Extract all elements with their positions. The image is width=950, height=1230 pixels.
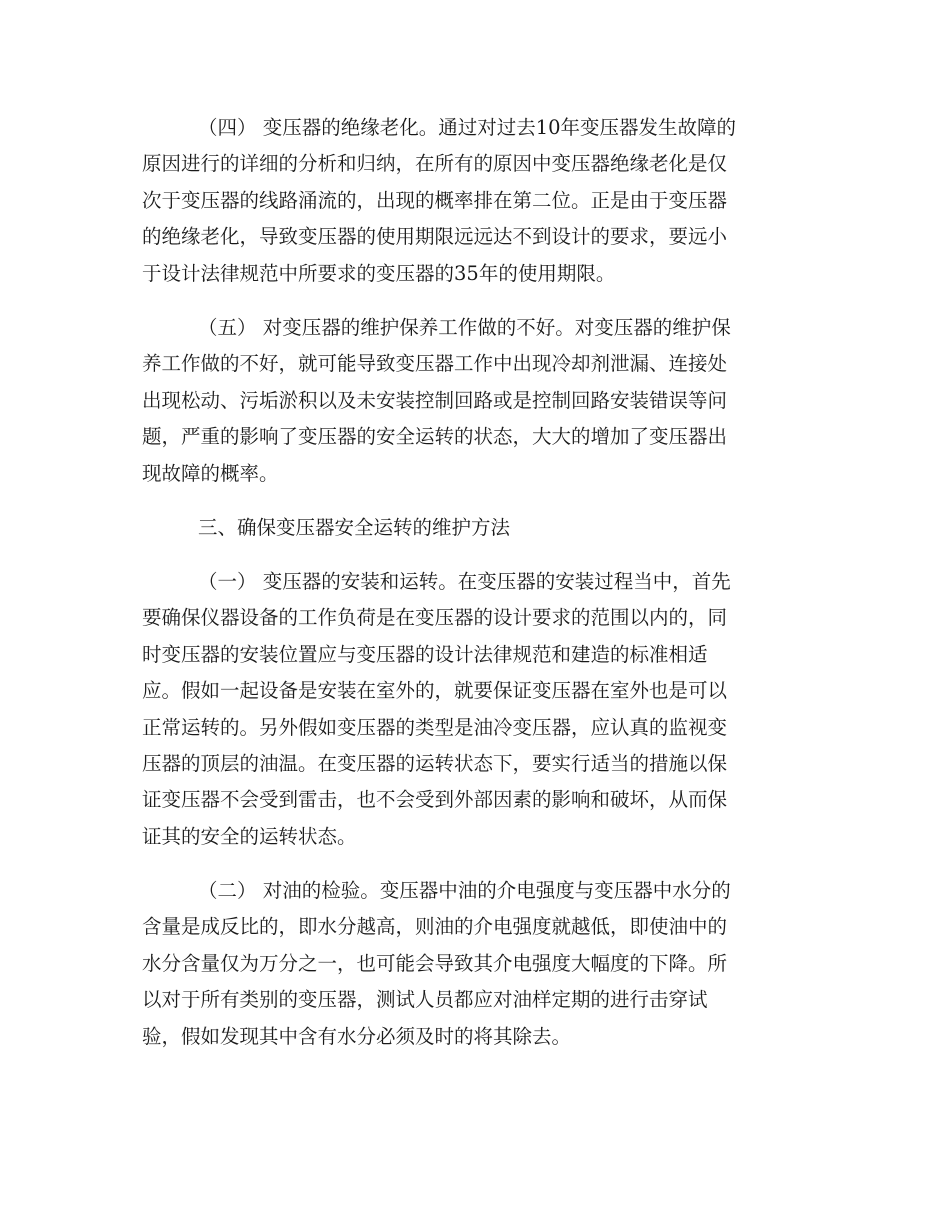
- text-line: 题，严重的影响了变压器的安全运转的状态，大大的增加了变压器出: [142, 425, 728, 449]
- section-heading-text: 三、确保变压器安全运转的维护方法: [198, 516, 511, 539]
- text-line: 的绝缘老化，导致变压器的使用期限远远达不到设计的要求，要远小: [142, 225, 728, 249]
- text-line: 原因进行的详细的分析和归纳，在所有的原因中变压器绝缘老化是仅: [142, 152, 728, 176]
- paragraph-oil-inspection: [142, 873, 810, 1055]
- text-line: 正常运转的。另外假如变压器的类型是油冷变压器，应认真的监视变: [142, 715, 728, 739]
- section-heading: [142, 510, 810, 546]
- paragraph-transformer-insulation-aging: [142, 110, 810, 292]
- text-line: 现故障的概率。: [142, 461, 279, 485]
- text-line: 次于变压器的线路涌流的，出现的概率排在第二位。正是由于变压器: [142, 188, 728, 212]
- text-line: 验，假如发现其中含有水分必须及时的将其除去。: [142, 1024, 572, 1048]
- text-line: 含量是成反比的，即水分越高，则油的介电强度就越低，即使油中的: [142, 915, 728, 939]
- text-line: 证变压器不会受到雷击，也不会受到外部因素的影响和破坏，从而保: [142, 788, 728, 812]
- text-line: （五） 对变压器的维护保养工作做的不好。对变压器的维护保: [198, 316, 731, 339]
- text-line: （四） 变压器的绝缘老化。通过对过去10年变压器发生故障的: [198, 116, 737, 139]
- text-line: 出现松动、污垢淤积以及未安装控制回路或是控制回路安装错误等问: [142, 388, 728, 412]
- text-line: 于设计法律规范中所要求的变压器的35年的使用期限。: [142, 261, 616, 285]
- paragraph-installation-operation: [142, 564, 810, 855]
- text-line: （一） 变压器的安装和运转。在变压器的安装过程当中，首先: [198, 570, 731, 593]
- text-line: （二） 对油的检验。变压器中油的介电强度与变压器中水分的: [198, 879, 731, 902]
- text-line: 要确保仪器设备的工作负荷是在变压器的设计要求的范围以内的，同: [142, 606, 728, 630]
- text-line: 证其的安全的运转状态。: [142, 824, 357, 848]
- text-line: 以对于所有类别的变压器，测试人员都应对油样定期的进行击穿试: [142, 988, 708, 1012]
- paragraph-poor-maintenance: [142, 310, 810, 492]
- text-line: 水分含量仅为万分之一，也可能会导致其介电强度大幅度的下降。所: [142, 951, 728, 975]
- text-line: 压器的顶层的油温。在变压器的运转状态下，要实行适当的措施以保: [142, 752, 728, 776]
- text-line: 应。假如一起设备是安装在室外的，就要保证变压器在室外也是可以: [142, 679, 728, 703]
- text-line: 养工作做的不好，就可能导致变压器工作中出现冷却剂泄漏、连接处: [142, 352, 728, 376]
- text-line: 时变压器的安装位置应与变压器的设计法律规范和建造的标准相适: [142, 642, 708, 666]
